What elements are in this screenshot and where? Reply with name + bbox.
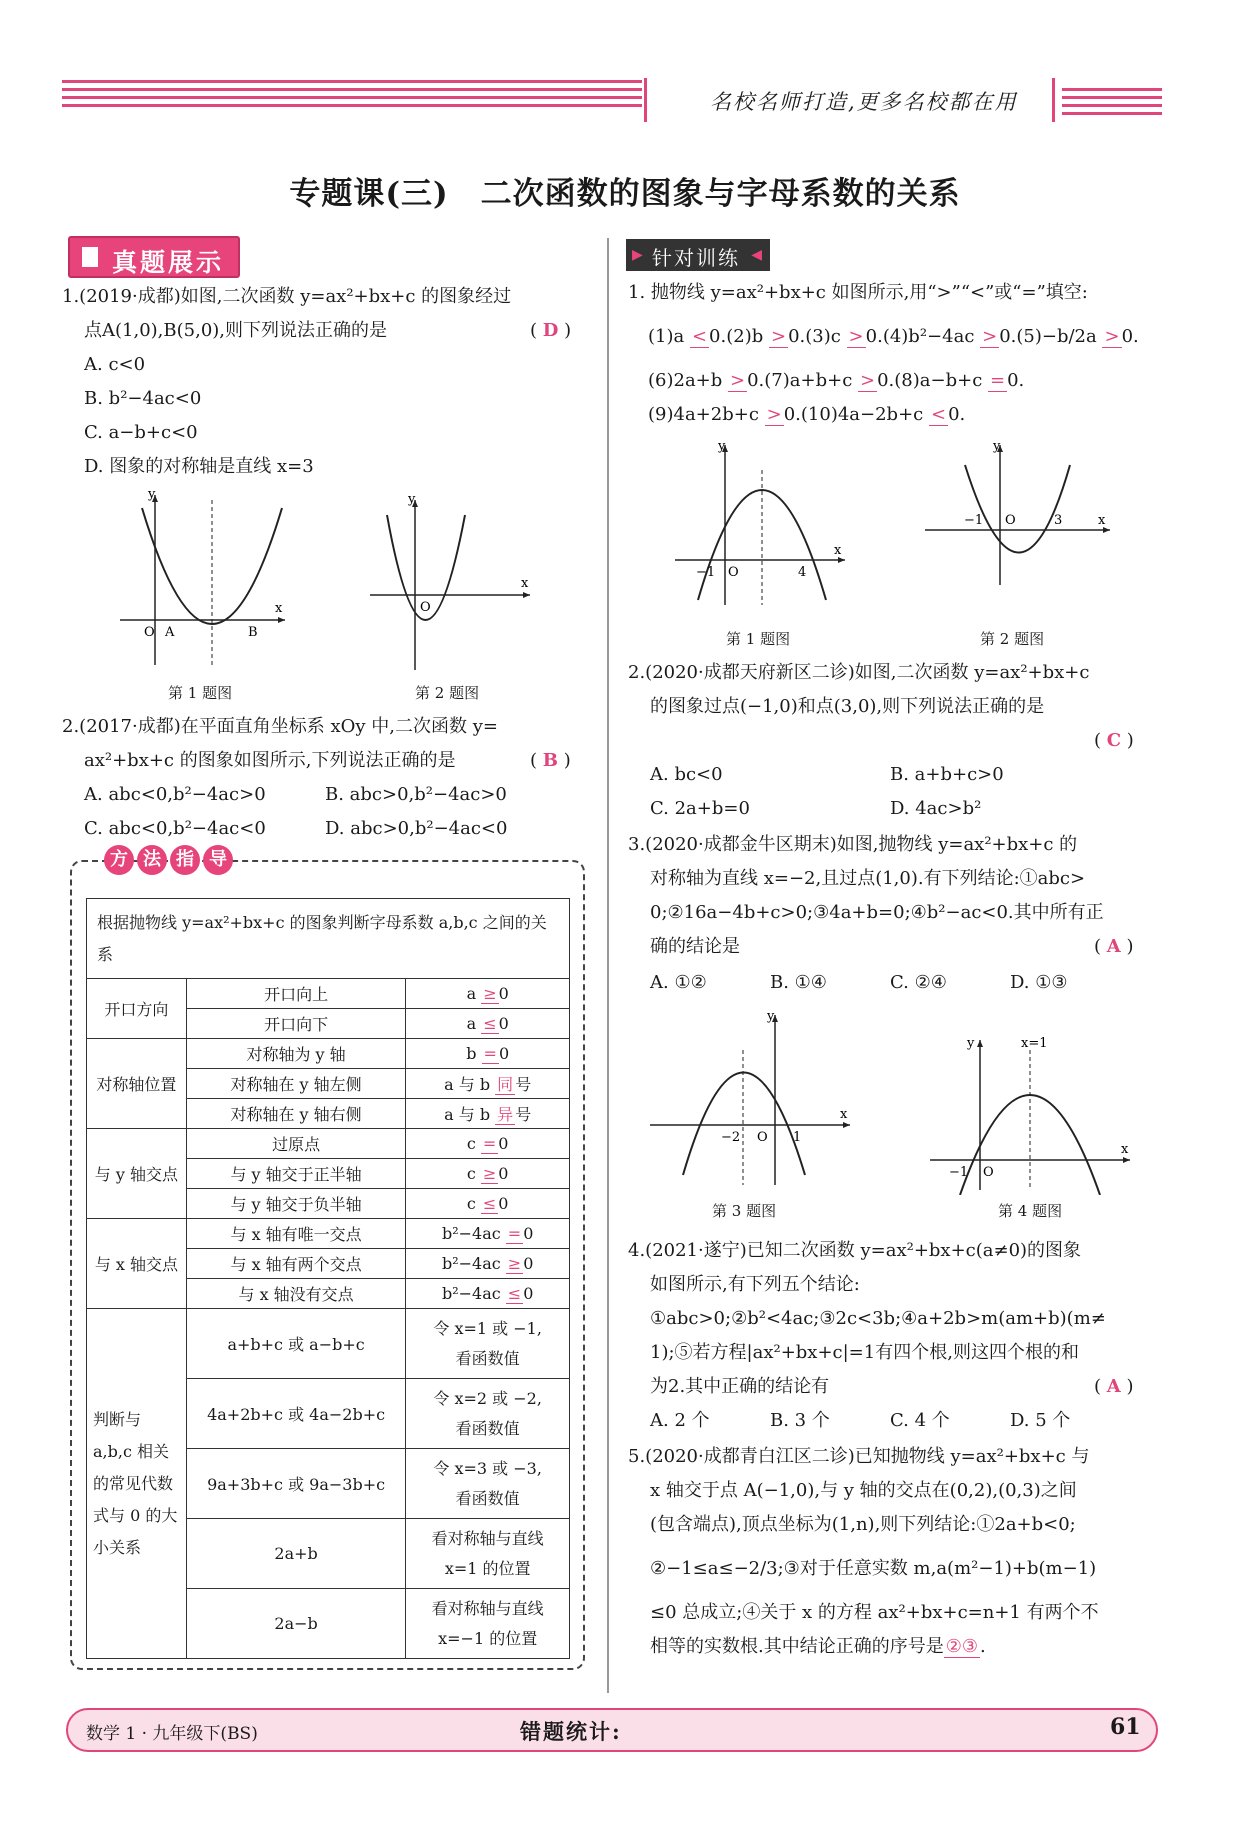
svg-text:O: O xyxy=(983,1165,994,1180)
svg-text:O: O xyxy=(757,1130,768,1145)
svg-text:−1: −1 xyxy=(949,1165,969,1180)
q1-answer: ( D ) xyxy=(530,320,572,341)
p5-stem: (包含端点),顶点坐标为(1,n),则下列结论:①2a+b<0; xyxy=(650,1514,1076,1535)
svg-text:x: x xyxy=(840,1107,848,1122)
p4-option: A. 2 个 xyxy=(650,1410,710,1431)
p5-stem: 5.(2020·成都青白江区二诊)已知抛物线 y=ax²+bx+c 与 xyxy=(628,1446,1090,1467)
p1-figure-caption: 第 1 题图 xyxy=(726,630,791,648)
p5-stem: 相等的实数根.其中结论正确的序号是 ②③ . xyxy=(650,1636,986,1657)
method-table: 根据抛物线 y=ax²+bx+c 的图象判断字母系数 a,b,c 之间的关系 开口方向 开口向上 a ≥ 0 开口向下 a ≤ 0 对称轴位置 对称轴为 y 轴 b = 0 对称轴在 y 轴左侧 a 与 b 同 号 对称轴在 y 轴右侧 a 与 b 异 号 与 y 轴交点 过原点 c = 0 与 y 轴交于正半轴 c ≥ 0 与 y 轴交于负半轴 c ≤ 0 与 x 轴交点 与 x 轴有唯一交点 b²−4ac = 0 与 x 轴有两个交点 b²−4ac ≥ 0 与 x 轴没有交点 b²−4ac ≤ 0 判断与 a,b,c 相关的常见代数式与 0 的大小关系 a+b+c 或 a−b+c 令 x=1 或 −1, 看函数值 4a+2b+c 或 4a−2b+c 令 x=2 或 −2, 看函数值 9a+3b+c 或 9a−3b+c 令 x=3 或 −3, 看函数值 2a+b 看对称轴与直线 x=1 的位置 2a−b 看对称轴与直线 x=−1 的位置 xyxy=(86,898,570,1659)
svg-text:y: y xyxy=(967,1036,975,1051)
svg-text:y: y xyxy=(993,440,1001,454)
svg-text:x: x xyxy=(275,601,283,616)
q2-stem: ax²+bx+c 的图象如图所示,下列说法正确的是 xyxy=(84,750,456,771)
q1-stem: 点A(1,0),B(5,0),则下列说法正确的是 xyxy=(84,320,388,341)
svg-text:−1: −1 xyxy=(696,565,716,580)
p2-option: D. 4ac>b² xyxy=(890,798,982,819)
q2-figure-parabola xyxy=(365,495,535,675)
p5-stem: ②−1≤a≤−2/3;③对于任意实数 m,a(m²−1)+b(m−1) xyxy=(650,1558,1097,1579)
svg-text:y: y xyxy=(148,490,156,502)
p2-option: C. 2a+b=0 xyxy=(650,798,750,819)
q2-option: C. abc<0,b²−4ac<0 xyxy=(84,818,266,839)
q2-figure-caption: 第 2 题图 xyxy=(415,684,480,702)
p4-option: C. 4 个 xyxy=(890,1410,950,1431)
svg-text:O: O xyxy=(728,565,739,580)
svg-text:3: 3 xyxy=(1054,513,1063,528)
svg-text:x: x xyxy=(1098,513,1106,528)
q2-stem: 2.(2017·成都)在平面直角坐标系 xOy 中,二次函数 y= xyxy=(62,716,498,737)
p2-option: B. a+b+c>0 xyxy=(890,764,1004,785)
svg-text:x: x xyxy=(834,543,842,558)
p4-stem: 如图所示,有下列五个结论: xyxy=(650,1274,860,1295)
p1-fill-line: (1)a < 0.(2)b > 0.(3)c > 0.(4)b²−4ac > 0.(5)−b/2a > 0. xyxy=(648,326,1139,347)
svg-text:O: O xyxy=(1005,513,1016,528)
p1-stem: 1. 抛物线 y=ax²+bx+c 如图所示,用“>”“<”或“=”填空: xyxy=(628,282,1088,303)
svg-text:A: A xyxy=(165,625,175,640)
p3-stem: 3.(2020·成都金牛区期末)如图,抛物线 y=ax²+bx+c 的 xyxy=(628,834,1078,855)
q1-option: B. b²−4ac<0 xyxy=(84,388,202,409)
footer-error-stats: 错题统计: xyxy=(520,1719,622,1744)
header-slogan: 名校名师打造,更多名校都在用 xyxy=(710,90,1018,114)
p4-stem: 1);⑤若方程|ax²+bx+c|=1有四个根,则这四个根的和 xyxy=(650,1342,1079,1363)
p3-figure-parabola xyxy=(645,1010,855,1190)
svg-text:y: y xyxy=(718,440,726,454)
q1-figure-parabola xyxy=(110,490,290,670)
q1-option: A. c<0 xyxy=(84,354,146,375)
p3-option: D. ①③ xyxy=(1010,972,1068,993)
p1-fill-line: (9)4a+2b+c > 0.(10)4a−2b+c < 0. xyxy=(648,404,966,425)
p4-answer: ( A ) xyxy=(1094,1376,1134,1397)
p4-figure-parabola xyxy=(925,1035,1135,1195)
p1-figure-parabola xyxy=(670,440,850,610)
svg-text:x=1: x=1 xyxy=(1021,1036,1048,1051)
section-tag-practice: ▶ 针对训练 ◀ xyxy=(626,239,770,271)
svg-text:1: 1 xyxy=(793,1130,802,1145)
p3-stem: 对称轴为直线 x=−2,且过点(1,0).有下列结论:①abc> xyxy=(650,868,1086,889)
p2-figure-parabola xyxy=(920,440,1115,590)
svg-text:4: 4 xyxy=(798,565,807,580)
method-guide-tag: 方 法 指 导 xyxy=(104,845,233,875)
svg-text:O: O xyxy=(144,625,155,640)
q1-option: C. a−b+c<0 xyxy=(84,422,198,443)
footer-book: 数学 1 · 九年级下(BS) xyxy=(86,1724,258,1744)
svg-text:x: x xyxy=(521,576,529,591)
p4-option: B. 3 个 xyxy=(770,1410,830,1431)
q1-option: D. 图象的对称轴是直线 x=3 xyxy=(84,456,314,477)
p2-answer: ( C ) xyxy=(1094,730,1134,751)
header-divider xyxy=(644,78,647,122)
p5-stem: x 轴交于点 A(−1,0),与 y 轴的交点在(0,2),(0,3)之间 xyxy=(650,1480,1077,1501)
q2-option: D. abc>0,b²−4ac<0 xyxy=(325,818,508,839)
header-decor-left xyxy=(62,80,642,120)
p2-stem: 2.(2020·成都天府新区二诊)如图,二次函数 y=ax²+bx+c xyxy=(628,662,1090,683)
q2-option: A. abc<0,b²−4ac>0 xyxy=(84,784,266,805)
q2-option: B. abc>0,b²−4ac>0 xyxy=(325,784,507,805)
p3-stem: 0;②16a−4b+c>0;③4a+b=0;④b²−ac<0.其中所有正 xyxy=(650,902,1104,923)
svg-text:−2: −2 xyxy=(721,1130,741,1145)
p3-option: B. ①④ xyxy=(770,972,827,993)
svg-text:O: O xyxy=(420,600,431,615)
p3-figure-caption: 第 3 题图 xyxy=(712,1202,777,1220)
p4-figure-caption: 第 4 题图 xyxy=(998,1202,1063,1220)
p3-option: C. ②④ xyxy=(890,972,947,993)
p5-stem: ≤0 总成立;④关于 x 的方程 ax²+bx+c=n+1 有两个不 xyxy=(650,1602,1099,1623)
p3-answer: ( A ) xyxy=(1094,936,1134,957)
q1-figure-caption: 第 1 题图 xyxy=(168,684,233,702)
q2-answer: ( B ) xyxy=(530,750,571,771)
q1-stem: 1.(2019·成都)如图,二次函数 y=ax²+bx+c 的图象经过 xyxy=(62,286,512,307)
section-tag-real-problems: 真题展示 xyxy=(68,236,240,278)
column-divider xyxy=(607,238,609,1693)
svg-text:B: B xyxy=(248,625,258,640)
svg-text:y: y xyxy=(408,495,416,507)
p4-stem: ①abc>0;②b²<4ac;③2c<3b;④a+2b>m(am+b)(m≠ xyxy=(650,1308,1106,1329)
header-decor-right xyxy=(1062,88,1162,128)
p4-stem: 4.(2021·遂宁)已知二次函数 y=ax²+bx+c(a≠0)的图象 xyxy=(628,1240,1082,1261)
page-title: 专题课(三) 二次函数的图象与字母系数的关系 xyxy=(289,176,961,212)
header-divider xyxy=(1052,78,1055,122)
p4-stem: 为2.其中正确的结论有 xyxy=(650,1376,830,1397)
p2-figure-caption: 第 2 题图 xyxy=(980,630,1045,648)
svg-text:−1: −1 xyxy=(964,513,984,528)
p2-stem: 的图象过点(−1,0)和点(3,0),则下列说法正确的是 xyxy=(650,696,1045,717)
p4-option: D. 5 个 xyxy=(1010,1410,1071,1431)
p3-stem: 确的结论是 xyxy=(650,936,740,957)
page-number: 61 xyxy=(1110,1714,1141,1740)
svg-text:x: x xyxy=(1121,1142,1129,1157)
p2-option: A. bc<0 xyxy=(650,764,723,785)
p3-option: A. ①② xyxy=(650,972,707,993)
p1-fill-line: (6)2a+b > 0.(7)a+b+c > 0.(8)a−b+c = 0. xyxy=(648,370,1025,391)
svg-text:y: y xyxy=(767,1010,775,1024)
